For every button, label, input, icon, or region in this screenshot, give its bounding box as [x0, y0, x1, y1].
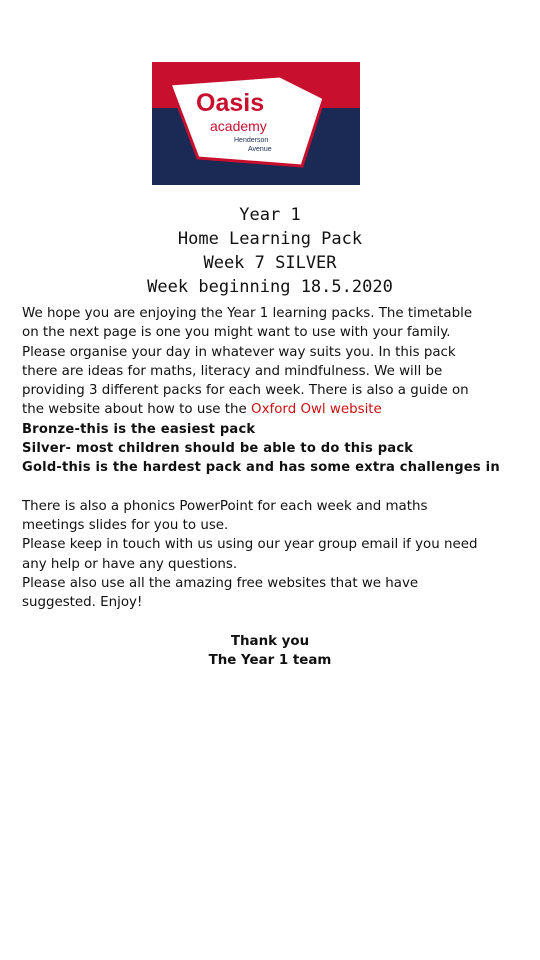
logo-location-text-2: Avenue — [248, 146, 272, 153]
pack-title — [0, 203, 540, 299]
intro-line: We hope you are enjoying the Year 1 learning packs. The timetable — [22, 306, 473, 321]
logo-location-text: Henderson — [234, 137, 269, 144]
signoff-thanks: Thank you — [230, 634, 310, 649]
signoff-team: The Year 1 team — [208, 653, 332, 669]
silver-pack-note: Silver- most children should be able to do this pack — [22, 441, 414, 457]
school-logo — [152, 62, 360, 185]
extra-line: Please also use all the amazing free websites that we have — [22, 575, 419, 591]
extra-line: any help or have any questions. — [22, 556, 238, 572]
intro-line: there are ideas for maths, literacy and mindfulness. We will be — [22, 363, 443, 379]
intro-line: on the next page is one you might want to use with your family. — [22, 325, 451, 341]
extra-line: Please keep in touch with us using our year group email if you need — [22, 537, 478, 553]
paragraph-gap — [22, 478, 528, 497]
intro-text: the website about how to use the — [22, 402, 252, 418]
bronze-pack-note: Bronze-this is the easiest pack — [22, 421, 256, 437]
logo-brand-text: Oasis — [196, 89, 265, 117]
intro-line: providing 3 different packs for each week. There is also a guide on — [22, 383, 469, 399]
intro-line: Please organise your day in whatever way suits you. In this pack — [22, 344, 456, 360]
gold-pack-note: Gold-this is the hardest pack and has some extra challenges in — [22, 460, 500, 476]
title-week: Week 7 SILVER — [203, 253, 337, 273]
oasis-academy-logo-graphic — [152, 62, 360, 185]
title-date: Week beginning 18.5.2020 — [147, 277, 393, 297]
oxford-owl-link[interactable]: Oxford Owl website — [251, 402, 382, 418]
extra-line: There is also a phonics PowerPoint for each week and maths — [22, 498, 428, 514]
extra-line: meetings slides for you to use. — [22, 517, 229, 533]
title-year: Year 1 — [239, 205, 301, 225]
title-pack: Home Learning Pack — [177, 229, 363, 249]
logo-academy-text: academy — [210, 118, 267, 134]
intro-line-with-link — [22, 400, 528, 419]
letter-body — [22, 304, 528, 612]
extra-line: suggested. Enjoy! — [22, 595, 143, 611]
signoff — [0, 632, 540, 671]
